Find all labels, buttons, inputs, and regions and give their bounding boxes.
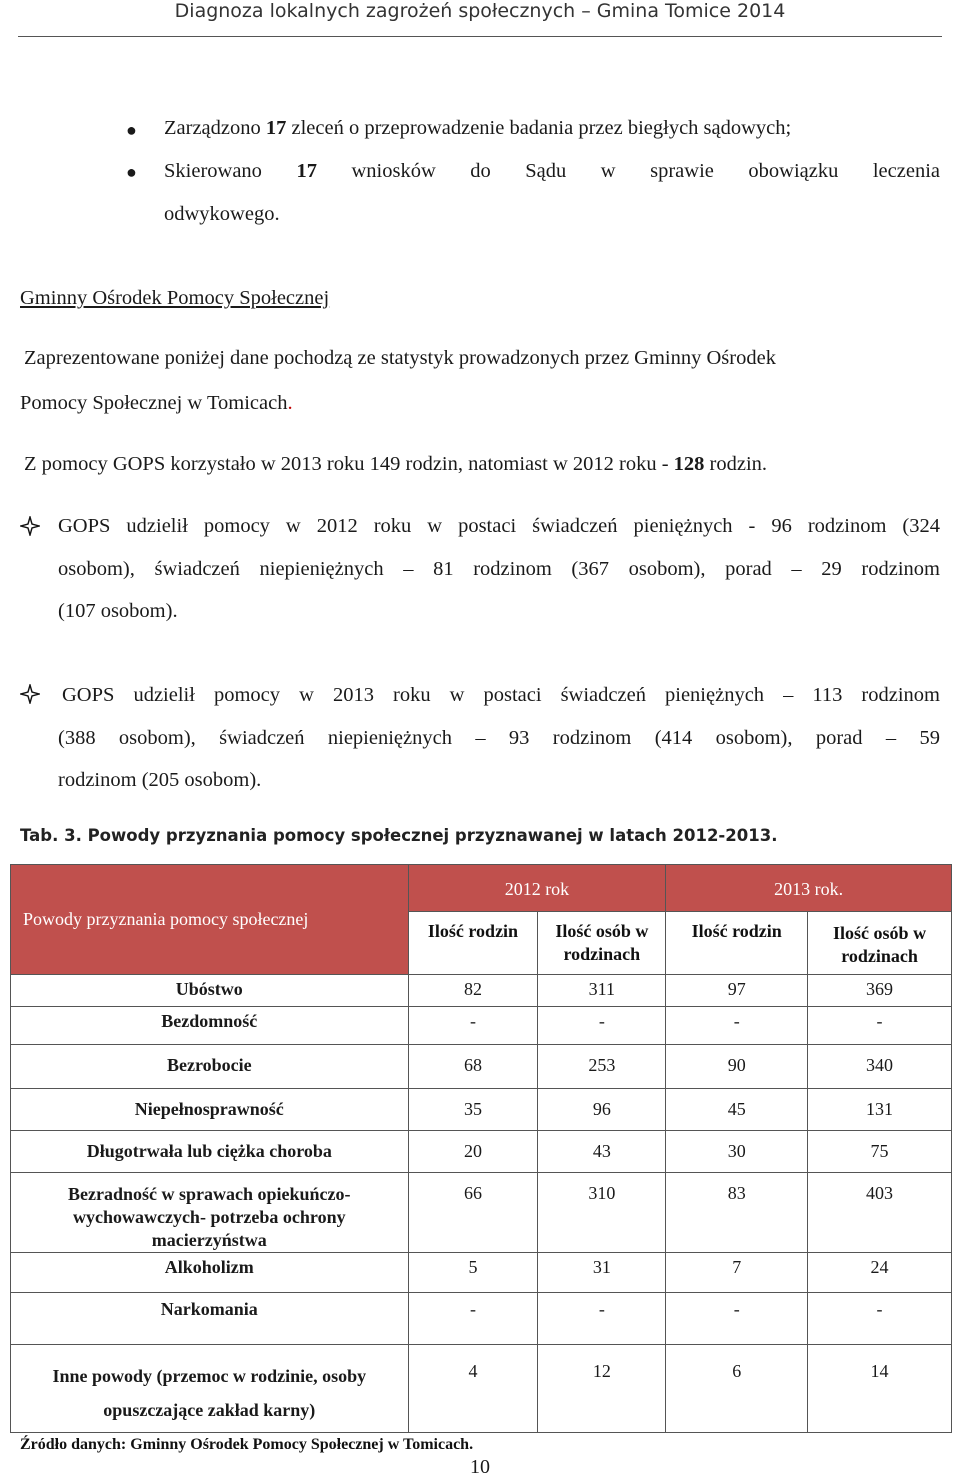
reasons-table xyxy=(10,864,952,1433)
col-persons-2012: Ilość osób w rodzinach xyxy=(538,912,666,975)
table-row: Niepełnosprawność 35 96 45 131 xyxy=(11,1089,952,1131)
table-row: Narkomania - - - - xyxy=(11,1293,952,1345)
gops-2013-line-1: GOPS udzielił pomocy w 2013 roku w postaci świadczeń pieniężnych – 113 rodzinom xyxy=(62,684,940,706)
gops-2012-line-2: osobom), świadczeń niepieniężnych – 81 rodzinom (367 osobom), porad – 29 rodzinom xyxy=(58,558,940,580)
page-header xyxy=(0,0,960,40)
diamond-bullet-icon xyxy=(20,684,40,709)
page-number: 10 xyxy=(470,1456,490,1478)
intro-line-1: Zaprezentowane poniżej dane pochodzą ze statystyk prowadzonych przez Gminny Ośrodek xyxy=(24,347,776,369)
gops-2012-line-1: GOPS udzielił pomocy w 2012 roku w postaci świadczeń pieniężnych - 96 rodzinom (324 xyxy=(58,515,940,537)
section-title: Gminny Ośrodek Pomocy Społecznej xyxy=(20,287,330,309)
table-caption: Tab. 3. Powody przyznania pomocy społecznej przyznawanej w latach 2012-2013. xyxy=(20,826,778,845)
table-row: Alkoholizm 5 31 7 24 xyxy=(11,1253,952,1293)
col-families-2013: Ilość rodzin xyxy=(666,912,808,975)
header-divider xyxy=(18,36,942,37)
source-note: Źródło danych: Gminny Ośrodek Pomocy Społecznej w Tomicach. xyxy=(20,1436,474,1453)
diamond-bullet-icon xyxy=(20,516,40,541)
table-row-header: Powody przyznania pomocy społecznej xyxy=(11,865,409,975)
intro-line-2: Pomocy Społecznej w Tomicach. xyxy=(20,392,293,414)
col-families-2012: Ilość rodzin xyxy=(408,912,538,975)
table-row: Bezdomność - - - - xyxy=(11,1007,952,1045)
bullet-item-1: Zarządzono 17 zleceń o przeprowadzenie badania przez biegłych sądowych; xyxy=(164,117,792,139)
bullet-item-2: Skierowano 17 wniosków do Sądu w sprawie obowiązku leczenia xyxy=(164,160,940,182)
header-title: Diagnoza lokalnych zagrożeń społecznych – Gmina Tomice 2014 xyxy=(174,0,786,22)
col-persons-2013: Ilość osób w rodzinach xyxy=(808,912,952,975)
year-2012-header: 2012 rok xyxy=(408,865,666,912)
bullet-dot-icon: ● xyxy=(126,120,137,140)
gops-2013-line-3: rodzinom (205 osobom). xyxy=(58,769,262,791)
gops-2013-line-2: (388 osobom), świadczeń niepieniężnych – 93 rodzinom (414 osobom), porad – 59 xyxy=(58,727,940,749)
bullet-item-2-continuation: odwykowego. xyxy=(164,203,280,225)
table-row: Bezrobocie 68 253 90 340 xyxy=(11,1045,952,1089)
bullet-dot-icon: ● xyxy=(126,162,137,182)
table-row: Ubóstwo 82 311 97 369 xyxy=(11,975,952,1007)
summary-line: Z pomocy GOPS korzystało w 2013 roku 149 rodzin, natomiast w 2012 roku - 128 rodzin. xyxy=(24,453,768,475)
table-row: Długotrwała lub ciężka choroba 20 43 30 75 xyxy=(11,1131,952,1173)
year-2013-header: 2013 rok. xyxy=(666,865,952,912)
gops-2012-line-3: (107 osobom). xyxy=(58,600,178,622)
table-row: Inne powody (przemoc w rodzinie, osoby opuszczające zakład karny) 4 12 6 14 xyxy=(11,1345,952,1433)
table-row: Bezradność w sprawach opiekuńczo-wychowawczych- potrzeba ochrony macierzyństwa 66 310 83 403 xyxy=(11,1173,952,1253)
